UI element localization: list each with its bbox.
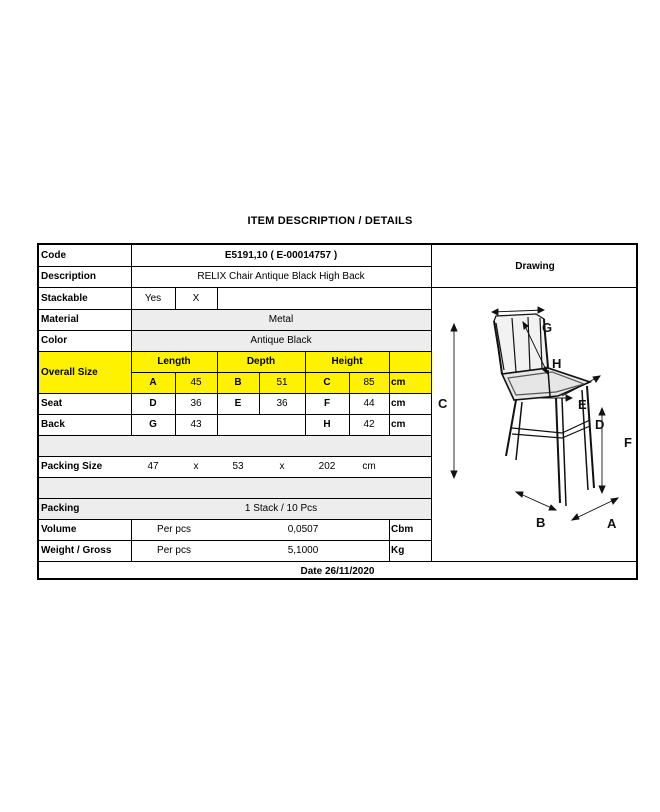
dim-value-c: 85: [363, 377, 375, 388]
dim-letter-h: H: [323, 419, 331, 430]
packing-size-height: 202: [318, 461, 336, 472]
drawing-label: Drawing: [515, 260, 555, 272]
volume-value: 0,0507: [287, 524, 319, 535]
chair-dimension-drawing: [432, 288, 638, 561]
back-unit: cm: [391, 419, 406, 430]
overall-unit: cm: [391, 377, 406, 388]
code-value: E5191,10 ( E-00014757 ): [224, 250, 338, 261]
dim-value-d: 36: [190, 398, 202, 409]
overall-size-label: Overall Size: [41, 366, 98, 378]
description-value: RELIX Chair Antique Black High Back: [197, 271, 365, 282]
dim-value-b: 51: [276, 377, 288, 388]
weight-label: Weight / Gross: [41, 545, 112, 556]
date-footer: Date 26/11/2020: [300, 565, 375, 577]
volume-per: Per pcs: [157, 524, 191, 535]
spacer-row-shade: [39, 477, 431, 498]
seat-label: Seat: [41, 398, 63, 409]
color-label: Color: [41, 335, 68, 346]
dim-letter-f: F: [323, 398, 331, 409]
code-label: Code: [41, 250, 66, 261]
description-label: Description: [41, 271, 97, 282]
document-title: ITEM DESCRIPTION / DETAILS: [247, 215, 413, 227]
length-header: Length: [157, 356, 191, 367]
weight-value: 5,1000: [287, 545, 319, 556]
dim-value-e: 36: [276, 398, 288, 409]
color-value: Antique Black: [250, 335, 312, 346]
dim-value-f: 44: [363, 398, 375, 409]
drawing-letter-c: C: [438, 396, 448, 411]
height-header: Height: [331, 356, 363, 367]
spacer-row-shade: [39, 435, 431, 456]
dim-letter-c: C: [323, 377, 331, 388]
packing-size-length: 47: [147, 461, 159, 472]
packing-size-label: Packing Size: [41, 461, 103, 472]
weight-unit: Kg: [391, 545, 405, 556]
drawing-letter-h: H: [552, 356, 562, 371]
drawing-letter-g: G: [542, 320, 553, 335]
weight-per: Per pcs: [157, 545, 191, 556]
drawing-letter-f: F: [624, 435, 632, 450]
packing-label: Packing: [41, 503, 80, 514]
dim-value-a: 45: [190, 377, 202, 388]
dim-letter-e: E: [234, 398, 242, 409]
volume-unit: Cbm: [391, 524, 414, 535]
packing-size-unit: cm: [362, 461, 376, 472]
drawing-letter-a: A: [607, 516, 617, 531]
stackable-value: Yes: [144, 293, 162, 304]
packing-value: 1 Stack / 10 Pcs: [244, 503, 318, 514]
depth-header: Depth: [246, 356, 276, 367]
dim-letter-d: D: [149, 398, 157, 409]
packing-size-sep: x: [279, 461, 285, 472]
material-label: Material: [41, 314, 79, 325]
seat-unit: cm: [391, 398, 406, 409]
drawing-letter-e: E: [578, 397, 587, 412]
packing-size-depth: 53: [232, 461, 244, 472]
material-value: Metal: [268, 314, 294, 325]
back-label: Back: [41, 419, 65, 430]
stackable-mark: X: [192, 293, 200, 304]
stackable-label: Stackable: [41, 293, 88, 304]
drawing-letter-b: B: [536, 515, 546, 530]
packing-size-sep: x: [193, 461, 199, 472]
dim-value-h: 42: [363, 419, 375, 430]
dim-letter-b: B: [234, 377, 242, 388]
dim-letter-a: A: [149, 377, 157, 388]
drawing-letter-d: D: [595, 417, 605, 432]
dim-letter-g: G: [149, 419, 157, 430]
volume-label: Volume: [41, 524, 77, 535]
item-details-table: [37, 243, 638, 580]
dim-value-g: 43: [190, 419, 202, 430]
